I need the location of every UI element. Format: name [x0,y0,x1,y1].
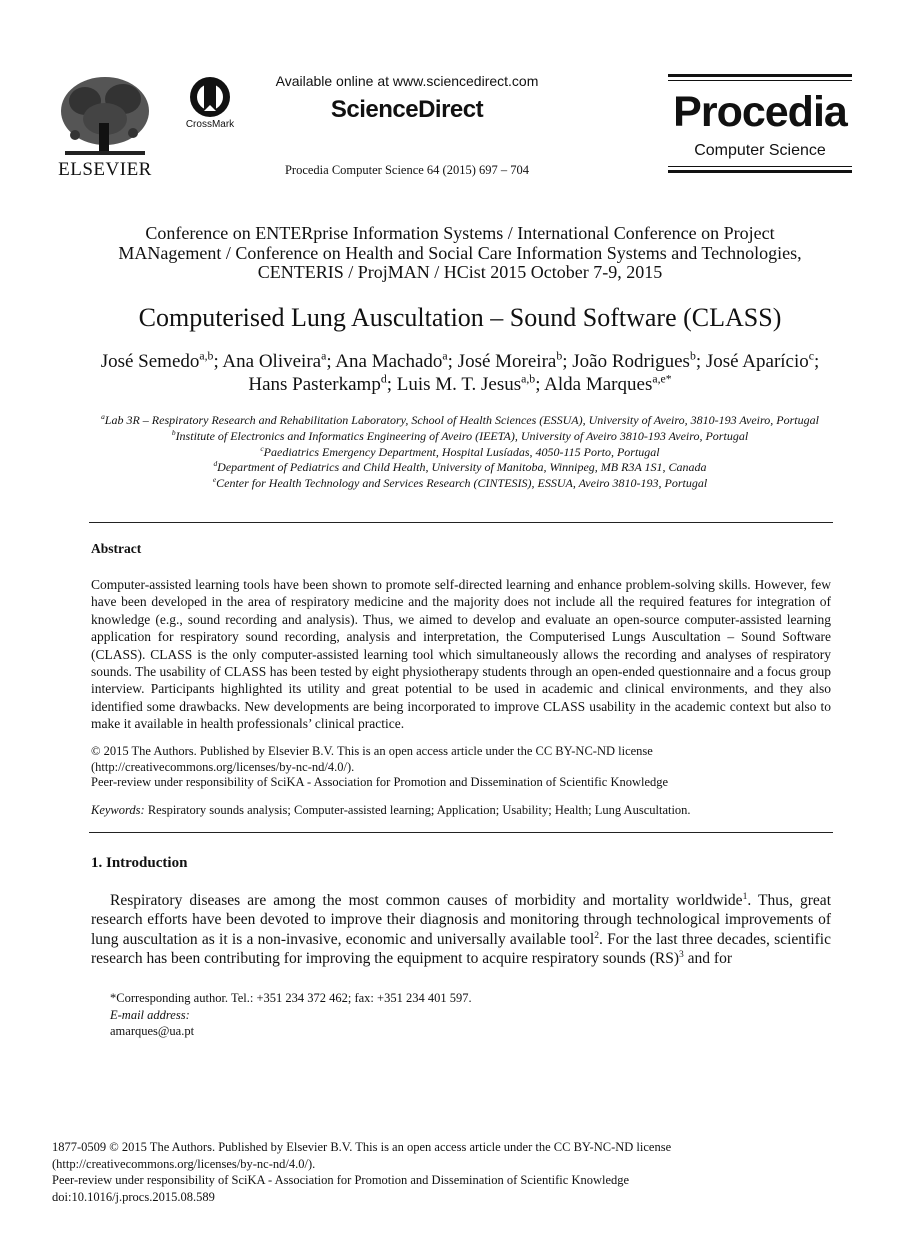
procedia-subtitle: Computer Science [694,142,826,159]
divider [89,832,833,833]
elsevier-tree-icon [55,73,155,159]
author: José Semedo$^{a,b}$ [100,349,214,372]
section-heading: 1. Introduction [91,855,188,871]
conference-line: CENTERIS / ProjMAN / HCist 2015 October 7-9, 2015 [257,262,663,282]
crossmark-logo[interactable] [178,75,242,135]
license-line: Peer-review under responsibility of SciKA - Association for Promotion and Dissemination of Scientific Knowledge [91,775,669,789]
available-online-text: Available online at www.sciencedirect.com [275,73,539,89]
affiliation: $^b$Institute of Electronics and Informatics Engineering of Aveiro (IEETA), University of Aveiro 3810-193 Aveiro, Portugal [171,427,749,443]
author-list: José Semedo$^{a,b}$; Ana Oliveira$^a$; Ana Machado$^a$; José Moreira$^b$; João Rodrigues$^b$; José Aparício$^c$; Hans Pasterkamp$^d$; Luis M. T. Jesus$^{a,b}$; Alda Marques$^{a,e*}$ [100,349,820,395]
author: Hans Pasterkamp$^d$ [248,372,387,395]
citation[interactable]: 1 [742,890,748,902]
conference-line: Conference on ENTERprise Information Systems / International Conference on Project [145,223,775,243]
email-address[interactable]: amarques@ua.pt [110,1024,195,1038]
affiliation: $^d$Department of Pediatrics and Child Health, University of Manitoba, Winnipeg, MB R3A 1S1, Canada [213,459,707,475]
logo-rule-bottom [668,170,852,173]
author: Luis M. T. Jesus$^{a,b}$ [396,372,536,395]
license-line: © 2015 The Authors. Published by Elsevier B.V. This is an open access article under the CC BY-NC-ND license [91,744,653,758]
corresponding-author: *Corresponding author. Tel.: +351 234 372 462; fax: +351 234 401 597. [110,991,472,1005]
email-label: E-mail address: [110,1007,190,1022]
publisher-name: ELSEVIER [58,159,152,180]
doi[interactable]: doi:10.1016/j.procs.2015.08.589 [52,1189,215,1204]
author: José Moreira$^b$ [457,349,563,372]
sciencedirect-brand[interactable]: ScienceDirect [330,96,484,123]
author: Alda Marques$^{a,e*}$ [544,372,672,395]
email-line [110,1007,830,1040]
crossmark-label: CrossMark [185,119,235,130]
abstract-heading: Abstract [91,541,142,556]
issn-line: 1877-0509 © 2015 The Authors. Published by Elsevier B.V. This is an open access article under the CC BY-NC-ND license [52,1140,672,1154]
affiliation: $^e$Center for Health Technology and Services Research (CINTESIS), ESSUA, Aveiro 3810-193, Portugal [212,475,708,491]
footnote [110,990,830,1040]
divider [89,522,833,523]
logo-rule-top [668,74,852,77]
logo-rule-top-thin [668,80,852,81]
crossmark-icon [178,75,242,119]
affiliation: $^c$Paediatrics Emergency Department, Hospital Lusíadas, 4050-115 Porto, Portugal [260,443,660,459]
conference-line: MANagement / Conference on Health and Social Care Information Systems and Technologies, [118,242,802,263]
author: João Rodrigues$^b$ [572,349,696,372]
citation[interactable]: 2 [594,929,600,941]
license-link[interactable]: (http://creativecommons.org/licenses/by-nc-nd/4.0/). [52,1156,316,1171]
author: Ana Machado$^a$ [335,349,448,372]
logo-rule-bottom-thin [668,166,852,167]
abstract-text: Computer-assisted learning tools have been shown to promote self-directed learning and enhance problem-solving skills. However, few have been developed in the area of respiratory medicine and the majority does not include all the required features for integration of knowledge (e.g., sound recording and analysis). Thus, we aimed to develop and evaluate an open-source computer-assisted learning application for respiratory sound recording, analysis and interpretation, the Computerised Lungs Auscultation – Sound Software (CLASS). CLASS is the only computer-assisted learning tool which simultaneously allows the recording and analyses of respiratory sounds. The usability of CLASS has been tested by eight physiotherapy students through an open-ended questionnaire and a focus group interview. Participants highlighted its utility and great potential to be used in academic and clinical environments, and they also identified some drawbacks. New developments are being incorporated to improve CLASS usability in the academic context but also to make it available in health professionals’ clinical practice. [91,577,831,732]
keywords-label: Keywords: [91,803,145,817]
introduction-text: Respiratory diseases are among the most common causes of morbidity and mortality worldwide$^1$. Thus, great research efforts have been devoted to improve their diagnosis and monitoring through technological improvements of lung auscultation as it is a non-invasive, economic and universally available tool$^2$. For the last three decades, scientific research has been contributing for improving the equipment to acquire respiratory sounds (RS)$^3$ and for [91,890,831,967]
affiliation-list [90,413,830,492]
elsevier-logo [55,73,155,183]
license-block [91,744,831,791]
paper-title: Computerised Lung Auscultation – Sound Software (CLASS) [138,303,782,332]
author: Ana Oliveira$^a$ [222,349,327,372]
procedia-logo [668,74,852,174]
bottom-matter [52,1139,852,1205]
affiliation: $^a$Lab 3R – Respiratory Research and Rehabilitation Laboratory, School of Health Sciences (ESSUA), University of Aveiro, 3810-193 Aveiro, Portugal [101,412,819,427]
citation[interactable]: 3 [678,948,684,960]
journal-reference: Procedia Computer Science 64 (2015) 697 – 704 [284,163,530,177]
peer-review-line: Peer-review under responsibility of SciKA - Association for Promotion and Dissemination of Scientific Knowledge [52,1173,630,1187]
conference-block [80,224,840,283]
keywords [91,803,831,818]
keywords-text: Respiratory sounds analysis; Computer-assisted learning; Application; Usability; Health; Lung Auscultation. [144,803,691,817]
procedia-title: Procedia [673,88,847,136]
license-link[interactable]: (http://creativecommons.org/licenses/by-nc-nd/4.0/). [91,759,355,774]
author: José Aparício$^c$ [705,349,815,372]
